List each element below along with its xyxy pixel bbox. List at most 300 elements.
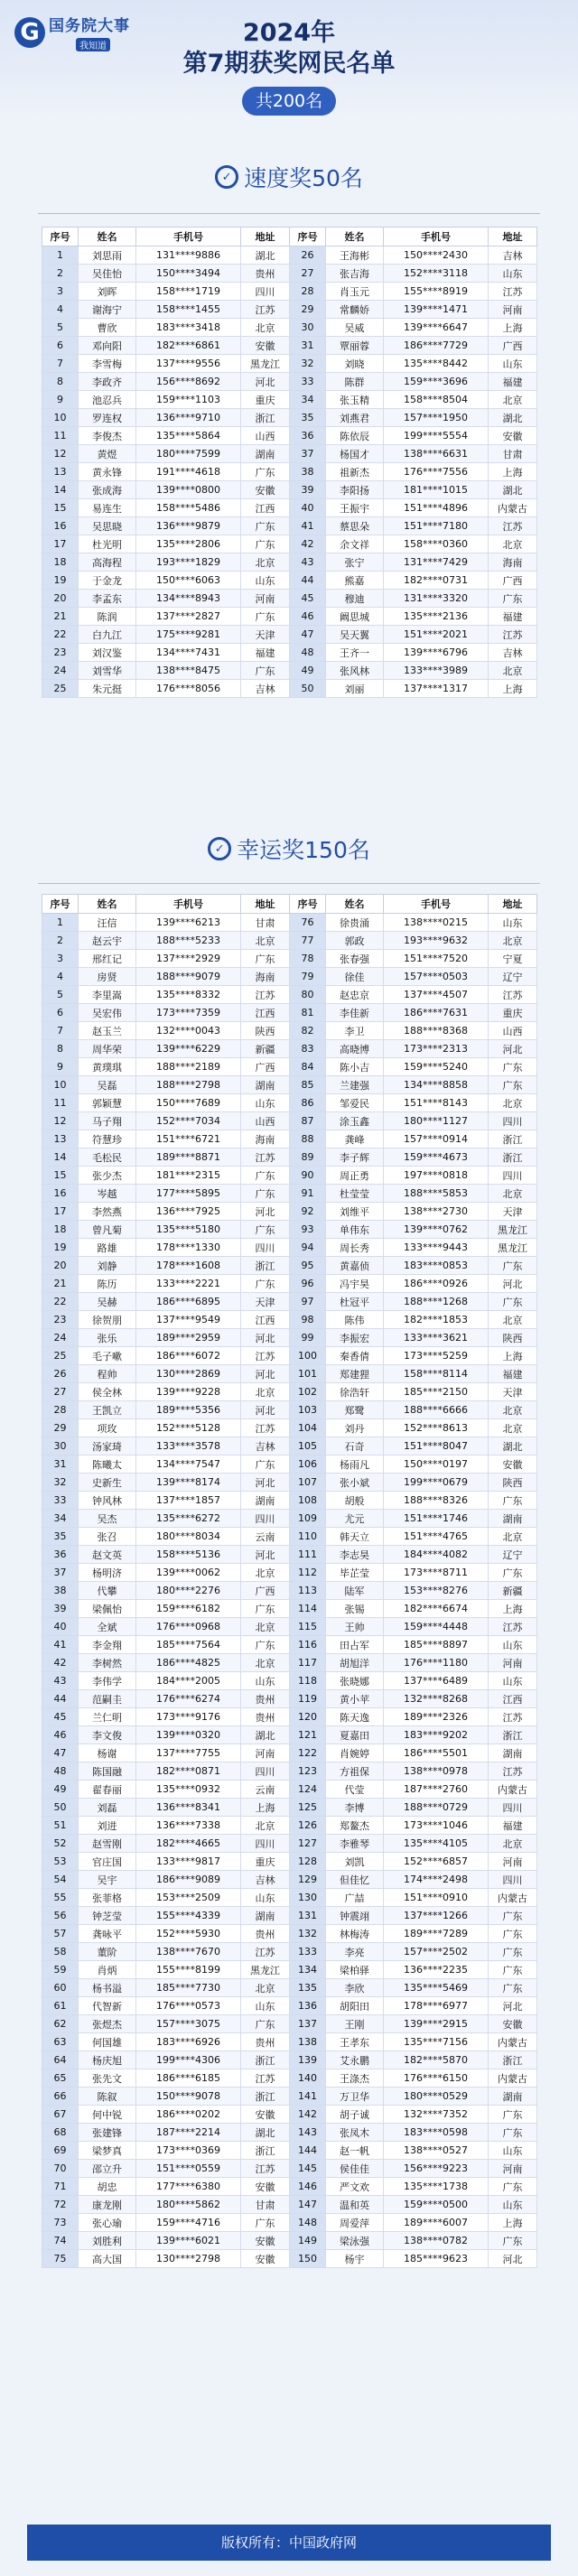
table-row (42, 1925, 537, 1943)
winner-phone: 152****5930 (136, 1925, 241, 1943)
winner-region: 河南 (241, 1744, 290, 1762)
winner-region: 内蒙古 (489, 499, 537, 517)
table-row (42, 932, 537, 950)
winner-name: 范嗣圭 (79, 1690, 136, 1708)
table-row (42, 950, 537, 968)
winner-name: 李伟学 (79, 1672, 136, 1690)
table-row (42, 1257, 537, 1275)
winner-region: 湖北 (241, 1726, 290, 1744)
winner-phone: 133****3621 (384, 1329, 489, 1347)
winner-region: 广东 (489, 1961, 537, 1979)
winner-region: 山西 (241, 1112, 290, 1130)
winner-phone: 135****2136 (384, 608, 489, 626)
winner-region: 广东 (241, 463, 290, 481)
winner-name: 李然燕 (79, 1203, 136, 1221)
winner-phone: 181****1015 (384, 481, 489, 499)
winner-phone: 151****0559 (136, 2160, 241, 2178)
winner-phone: 184****2005 (136, 1672, 241, 1690)
winner-no: 73 (42, 2214, 79, 2232)
table-row (42, 1347, 537, 1365)
winner-region: 上海 (489, 680, 537, 698)
winner-name: 项玫 (79, 1419, 136, 1437)
table-row (42, 2069, 537, 2088)
winner-no: 44 (290, 572, 326, 590)
winner-phone: 159****5240 (384, 1058, 489, 1076)
winner-name: 李振宏 (326, 1329, 384, 1347)
winner-no: 99 (290, 1329, 326, 1347)
winner-phone: 173****0369 (136, 2142, 241, 2160)
winner-name: 代智新 (79, 1997, 136, 2015)
winner-name: 刘雪华 (79, 662, 136, 680)
winner-phone: 188****8368 (384, 1022, 489, 1040)
winner-phone: 159****1103 (136, 391, 241, 409)
winner-no: 28 (290, 283, 326, 301)
winner-no: 130 (290, 1889, 326, 1907)
winner-region: 湖南 (241, 1076, 290, 1094)
winner-phone: 135****8442 (384, 355, 489, 373)
winner-phone: 153****8276 (384, 1582, 489, 1600)
winner-no: 124 (290, 1781, 326, 1799)
winner-phone: 173****9176 (136, 1708, 241, 1726)
winner-name: 熊嘉 (326, 572, 384, 590)
table-row (42, 1040, 537, 1058)
winner-phone: 173****8711 (384, 1564, 489, 1582)
winner-region: 四川 (241, 1239, 290, 1257)
winner-region: 新疆 (489, 1582, 537, 1600)
winner-phone: 185****7730 (136, 1979, 241, 1997)
winner-name: 赵雪刚 (79, 1835, 136, 1853)
winner-no: 18 (42, 1221, 79, 1239)
winner-no: 92 (290, 1203, 326, 1221)
table-row (42, 445, 537, 463)
winner-region: 广东 (241, 1275, 290, 1293)
winner-region: 安徽 (489, 427, 537, 445)
table-row (42, 1058, 537, 1076)
winner-region: 广东 (241, 1600, 290, 1618)
winner-name: 李孟东 (79, 590, 136, 608)
winner-phone: 176****7556 (384, 463, 489, 481)
winner-region: 黑龙江 (489, 1239, 537, 1257)
winner-region: 吉林 (489, 246, 537, 265)
winner-region: 广东 (489, 1492, 537, 1510)
winner-region: 四川 (489, 1871, 537, 1889)
winner-no: 45 (290, 590, 326, 608)
winner-region: 海南 (241, 1130, 290, 1149)
winner-name: 张少杰 (79, 1167, 136, 1185)
winner-no: 17 (42, 1203, 79, 1221)
winner-name: 吴宏伟 (79, 1004, 136, 1022)
winner-region: 湖南 (241, 1907, 290, 1925)
table-row (42, 1474, 537, 1492)
winner-name: 黄煜 (79, 445, 136, 463)
winner-no: 10 (42, 1076, 79, 1094)
winner-phone: 134****7431 (136, 644, 241, 662)
winner-phone: 187****2760 (384, 1781, 489, 1799)
winner-no: 93 (290, 1221, 326, 1239)
winner-name: 陈历 (79, 1275, 136, 1293)
table-row (42, 1817, 537, 1835)
winner-name: 杨书溢 (79, 1979, 136, 1997)
winner-name: 赵一帆 (326, 2142, 384, 2160)
winner-no: 136 (290, 1997, 326, 2015)
winner-region: 湖北 (489, 481, 537, 499)
winner-phone: 189****7289 (384, 1925, 489, 1943)
winner-phone: 131****7429 (384, 553, 489, 572)
winner-phone: 132****0043 (136, 1022, 241, 1040)
winner-region: 陕西 (241, 1022, 290, 1040)
winner-region: 山东 (489, 355, 537, 373)
winner-no: 63 (42, 2033, 79, 2051)
table-row (42, 246, 537, 265)
winner-name: 李欣 (326, 1979, 384, 1997)
winner-region: 吉林 (241, 1871, 290, 1889)
winner-region: 湖南 (489, 2088, 537, 2106)
winner-phone: 138****0782 (384, 2232, 489, 2250)
winner-name: 张晓娜 (326, 1672, 384, 1690)
winner-no: 83 (290, 1040, 326, 1058)
winner-phone: 131****9886 (136, 246, 241, 265)
winner-region: 江苏 (489, 986, 537, 1004)
winner-phone: 134****8858 (384, 1076, 489, 1094)
winner-no: 18 (42, 553, 79, 572)
winner-region: 辽宁 (489, 968, 537, 986)
winner-no: 101 (290, 1365, 326, 1383)
winner-no: 6 (42, 1004, 79, 1022)
winner-no: 104 (290, 1419, 326, 1437)
winner-no: 46 (42, 1726, 79, 1744)
winner-phone: 158****8504 (384, 391, 489, 409)
winner-region: 湖北 (241, 246, 290, 265)
winner-no: 95 (290, 1257, 326, 1275)
winner-phone: 135****2806 (136, 535, 241, 553)
luck-award-table (42, 894, 537, 2268)
winner-no: 74 (42, 2232, 79, 2250)
winner-no: 40 (290, 499, 326, 517)
winner-region: 广西 (489, 337, 537, 355)
winner-region: 浙江 (241, 2142, 290, 2160)
winner-region: 云南 (241, 1781, 290, 1799)
winner-no: 126 (290, 1817, 326, 1835)
winner-phone: 135****5864 (136, 427, 241, 445)
column-header: 姓名 (326, 895, 384, 914)
winner-phone: 137****1857 (136, 1492, 241, 1510)
winner-phone: 186****0926 (384, 1275, 489, 1293)
winner-phone: 133****9443 (384, 1239, 489, 1257)
winner-region: 广东 (489, 2106, 537, 2124)
winner-no: 94 (290, 1239, 326, 1257)
winner-phone: 133****3989 (384, 662, 489, 680)
winner-region: 山西 (489, 1022, 537, 1040)
winner-no: 108 (290, 1492, 326, 1510)
winner-region: 山东 (489, 1636, 537, 1654)
winner-phone: 134****7547 (136, 1455, 241, 1474)
winner-name: 常麟娇 (326, 301, 384, 319)
table-row (42, 1871, 537, 1889)
winner-no: 79 (290, 968, 326, 986)
winner-phone: 189****2959 (136, 1329, 241, 1347)
winner-no: 67 (42, 2106, 79, 2124)
winner-name: 吴佳怡 (79, 265, 136, 283)
winner-no: 89 (290, 1149, 326, 1167)
winner-region: 天津 (489, 1203, 537, 1221)
winner-region: 广西 (489, 572, 537, 590)
winner-region: 江苏 (241, 1347, 290, 1365)
winner-region: 山东 (241, 1997, 290, 2015)
winner-no: 30 (290, 319, 326, 337)
winner-name: 马子翔 (79, 1112, 136, 1130)
winner-region: 北京 (489, 391, 537, 409)
table-header-row (42, 228, 537, 246)
winner-no: 149 (290, 2232, 326, 2250)
winner-name: 钟震翊 (326, 1907, 384, 1925)
winner-phone: 188****8326 (384, 1492, 489, 1510)
winner-phone: 186****0202 (136, 2106, 241, 2124)
winner-region: 山东 (489, 1672, 537, 1690)
table-row (42, 337, 537, 355)
column-header: 序号 (290, 228, 326, 246)
winner-no: 75 (42, 2250, 79, 2268)
winner-name: 张风林 (326, 662, 384, 680)
winner-phone: 176****1180 (384, 1654, 489, 1672)
winner-phone: 183****0853 (384, 1257, 489, 1275)
winner-phone: 186****6185 (136, 2069, 241, 2088)
winner-phone: 188****9079 (136, 968, 241, 986)
winner-name: 张小斌 (326, 1474, 384, 1492)
winner-name: 吴磊 (79, 1076, 136, 1094)
table-row (42, 1419, 537, 1437)
winner-no: 21 (42, 1275, 79, 1293)
winner-no: 23 (42, 1311, 79, 1329)
table-row (42, 2124, 537, 2142)
winner-phone: 156****9223 (384, 2160, 489, 2178)
winner-no: 15 (42, 499, 79, 517)
divider (38, 883, 540, 884)
winner-phone: 189****5356 (136, 1401, 241, 1419)
winner-region: 江苏 (241, 1149, 290, 1167)
winner-no: 96 (290, 1275, 326, 1293)
winner-phone: 182****0871 (136, 1762, 241, 1781)
winner-name: 杨宇 (326, 2250, 384, 2268)
winner-no: 81 (290, 1004, 326, 1022)
winner-region: 上海 (489, 1347, 537, 1365)
winner-no: 52 (42, 1835, 79, 1853)
winner-phone: 174****2498 (384, 1871, 489, 1889)
winner-name: 杨谢 (79, 1744, 136, 1762)
winner-phone: 151****8047 (384, 1437, 489, 1455)
winner-phone: 151****6721 (136, 1130, 241, 1149)
winner-region: 山东 (489, 265, 537, 283)
winner-phone: 136****2235 (384, 1961, 489, 1979)
winner-name: 王齐一 (326, 644, 384, 662)
winner-phone: 158****1455 (136, 301, 241, 319)
winner-phone: 137****2827 (136, 608, 241, 626)
table-row (42, 1022, 537, 1040)
winner-phone: 137****9556 (136, 355, 241, 373)
winner-region: 浙江 (489, 1726, 537, 1744)
winner-phone: 186****6895 (136, 1293, 241, 1311)
winner-region: 北京 (489, 1185, 537, 1203)
winner-no: 109 (290, 1510, 326, 1528)
winner-region: 四川 (489, 1799, 537, 1817)
winner-phone: 139****1471 (384, 301, 489, 319)
winner-name: 李里嵩 (79, 986, 136, 1004)
winner-no: 36 (42, 1546, 79, 1564)
column-header: 地址 (241, 895, 290, 914)
winner-phone: 151****8143 (384, 1094, 489, 1112)
winner-phone: 178****1330 (136, 1239, 241, 1257)
winner-region: 广东 (489, 2178, 537, 2196)
winner-region: 贵州 (241, 2033, 290, 2051)
winner-phone: 177****6380 (136, 2178, 241, 2196)
winner-region: 重庆 (241, 391, 290, 409)
winner-phone: 178****6977 (384, 1997, 489, 2015)
winner-name: 刘汉鉴 (79, 644, 136, 662)
winner-region: 广东 (241, 535, 290, 553)
winner-name: 祖新杰 (326, 463, 384, 481)
winner-region: 广东 (241, 1185, 290, 1203)
winner-no: 135 (290, 1979, 326, 1997)
winner-phone: 178****1608 (136, 1257, 241, 1275)
winner-phone: 158****8114 (384, 1365, 489, 1383)
winner-phone: 185****8897 (384, 1636, 489, 1654)
winner-phone: 138****2730 (384, 1203, 489, 1221)
winner-phone: 135****7156 (384, 2033, 489, 2051)
winner-name: 张心瑜 (79, 2214, 136, 2232)
winner-phone: 150****0197 (384, 1455, 489, 1474)
winner-name: 毕芷莹 (326, 1564, 384, 1582)
winner-phone: 158****5136 (136, 1546, 241, 1564)
winner-name: 赵云宇 (79, 932, 136, 950)
winner-phone: 173****5259 (384, 1347, 489, 1365)
winner-phone: 180****8034 (136, 1528, 241, 1546)
winner-no: 10 (42, 409, 79, 427)
table-row (42, 986, 537, 1004)
winner-phone: 155****8919 (384, 283, 489, 301)
winner-name: 杨庆旭 (79, 2051, 136, 2069)
winner-no: 32 (42, 1474, 79, 1492)
winner-phone: 185****7564 (136, 1636, 241, 1654)
winner-name: 张吉海 (326, 265, 384, 283)
winner-name: 陈国融 (79, 1762, 136, 1781)
winner-no: 28 (42, 1401, 79, 1419)
winner-name: 蔡思朵 (326, 517, 384, 535)
winner-phone: 186****9089 (136, 1871, 241, 1889)
winner-region: 北京 (489, 1835, 537, 1853)
winner-region: 浙江 (241, 1257, 290, 1275)
winner-region: 北京 (489, 1528, 537, 1546)
winner-no: 121 (290, 1726, 326, 1744)
table-row (42, 2232, 537, 2250)
winner-region: 北京 (241, 1817, 290, 1835)
table-row (42, 1401, 537, 1419)
winner-region: 河南 (489, 1853, 537, 1871)
winner-region: 江苏 (489, 517, 537, 535)
winner-region: 河北 (489, 1275, 537, 1293)
table-row (42, 2051, 537, 2069)
winner-region: 贵州 (241, 1925, 290, 1943)
table-row (42, 1311, 537, 1329)
winner-no: 128 (290, 1853, 326, 1871)
winner-no: 123 (290, 1762, 326, 1781)
winner-no: 78 (290, 950, 326, 968)
winner-no: 86 (290, 1094, 326, 1112)
winner-phone: 186****5501 (384, 1744, 489, 1762)
winner-name: 胡般 (326, 1492, 384, 1510)
winner-name: 阚思城 (326, 608, 384, 626)
winner-phone: 182****6861 (136, 337, 241, 355)
winner-no: 19 (42, 1239, 79, 1257)
winner-region: 福建 (489, 1365, 537, 1383)
winner-region: 山东 (241, 1094, 290, 1112)
winner-region: 上海 (489, 1600, 537, 1618)
winner-name: 李树然 (79, 1654, 136, 1672)
winner-name: 李子辉 (326, 1149, 384, 1167)
winner-phone: 139****6229 (136, 1040, 241, 1058)
winner-name: 李俊杰 (79, 427, 136, 445)
winner-phone: 185****9623 (384, 2250, 489, 2268)
winner-no: 84 (290, 1058, 326, 1076)
winner-name: 刘进 (79, 1817, 136, 1835)
winner-phone: 152****5128 (136, 1419, 241, 1437)
winner-no: 88 (290, 1130, 326, 1149)
winner-no: 71 (42, 2178, 79, 2196)
winner-name: 邵立升 (79, 2160, 136, 2178)
winner-region: 浙江 (241, 409, 290, 427)
winner-no: 46 (290, 608, 326, 626)
winner-phone: 199****0679 (384, 1474, 489, 1492)
winner-region: 河北 (241, 1203, 290, 1221)
winner-no: 12 (42, 445, 79, 463)
winner-name: 但佳忆 (326, 1871, 384, 1889)
winner-name: 陈伟 (326, 1311, 384, 1329)
winner-name: 黄璞琪 (79, 1058, 136, 1076)
winner-phone: 139****6021 (136, 2232, 241, 2250)
winner-region: 湖南 (241, 445, 290, 463)
winner-no: 55 (42, 1889, 79, 1907)
winner-phone: 173****1046 (384, 1817, 489, 1835)
winner-phone: 185****2150 (384, 1383, 489, 1401)
winner-region: 江苏 (489, 1618, 537, 1636)
winner-name: 翟春丽 (79, 1781, 136, 1799)
table-row (42, 1437, 537, 1455)
winner-name: 张凤木 (326, 2124, 384, 2142)
winner-name: 涂玉鑫 (326, 1112, 384, 1130)
winner-region: 广东 (489, 1076, 537, 1094)
winner-no: 24 (42, 1329, 79, 1347)
winner-phone: 133****9817 (136, 1853, 241, 1871)
winner-phone: 136****7925 (136, 1203, 241, 1221)
winner-no: 68 (42, 2124, 79, 2142)
winner-region: 安徽 (241, 2232, 290, 2250)
table-row (42, 1726, 537, 1744)
winner-phone: 189****6007 (384, 2214, 489, 2232)
table-row (42, 1221, 537, 1239)
winner-no: 140 (290, 2069, 326, 2088)
winner-no: 21 (42, 608, 79, 626)
winner-no: 138 (290, 2033, 326, 2051)
winner-name: 兰仁明 (79, 1708, 136, 1726)
winner-phone: 188****5853 (384, 1185, 489, 1203)
winner-phone: 156****8692 (136, 373, 241, 391)
winner-phone: 188****2189 (136, 1058, 241, 1076)
table-row (42, 427, 537, 445)
winner-name: 吴天翼 (326, 626, 384, 644)
winner-name: 陈润 (79, 608, 136, 626)
winner-no: 29 (290, 301, 326, 319)
winner-name: 全斌 (79, 1618, 136, 1636)
table-row (42, 2088, 537, 2106)
winner-region: 四川 (489, 1167, 537, 1185)
